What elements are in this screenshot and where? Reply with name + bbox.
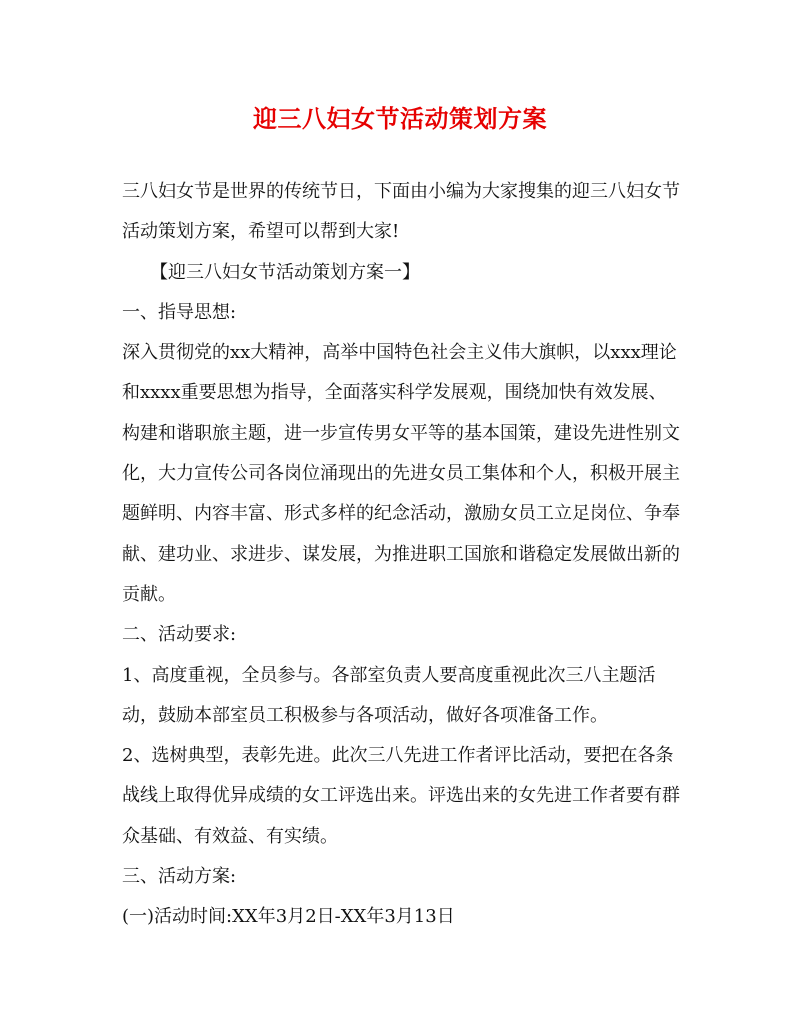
- document-title: 迎三八妇女节活动策划方案: [253, 104, 547, 133]
- intro-paragraph: 三八妇女节是世界的传统节日，下面由小编为大家搜集的迎三八妇女节活动策划方案，希望可以帮到大家!: [122, 181, 680, 243]
- section-heading-plan-one: 【迎三八妇女节活动策划方案一】: [150, 261, 420, 283]
- document-body: [122, 172, 682, 938]
- activity-time: (一)活动时间:XX年3月2日-XX年3月13日: [122, 906, 455, 928]
- requirement-item-2: 2、选树典型，表彰先进。此次三八先进工作者评比活动，要把在各条战线上取得优异成绩的女工评选出来。评选出来的女先进工作者要有群众基础、有效益、有实绩。: [122, 745, 680, 847]
- heading-activity-plan: 三、活动方案:: [122, 866, 237, 888]
- paragraph-guiding-ideology: 深入贯彻党的xx大精神，高举中国特色社会主义伟大旗帜，以xxx理论和xxxx重要思想为指导，全面落实科学发展观，围绕加快有效发展、构建和谐职旅主题，进一步宣传男女平等的基本国策，建设先进性别文化，大力宣传公司各岗位涌现出的先进女员工集体和个人，积极开展主题鲜明、内容丰富、形式多样的纪念活动，激励女员工立足岗位、争奉献、建功业、求进步、谋发展，为推进职工国旅和谐稳定发展做出新的贡献。: [122, 342, 680, 605]
- heading-activity-requirements: 二、活动要求:: [122, 624, 237, 646]
- heading-guiding-ideology: 一、指导思想:: [122, 301, 237, 323]
- requirement-item-1: 1、高度重视，全员参与。各部室负责人要高度重视此次三八主题活动，鼓励本部室员工积极参与各项活动，做好各项准备工作。: [122, 664, 656, 726]
